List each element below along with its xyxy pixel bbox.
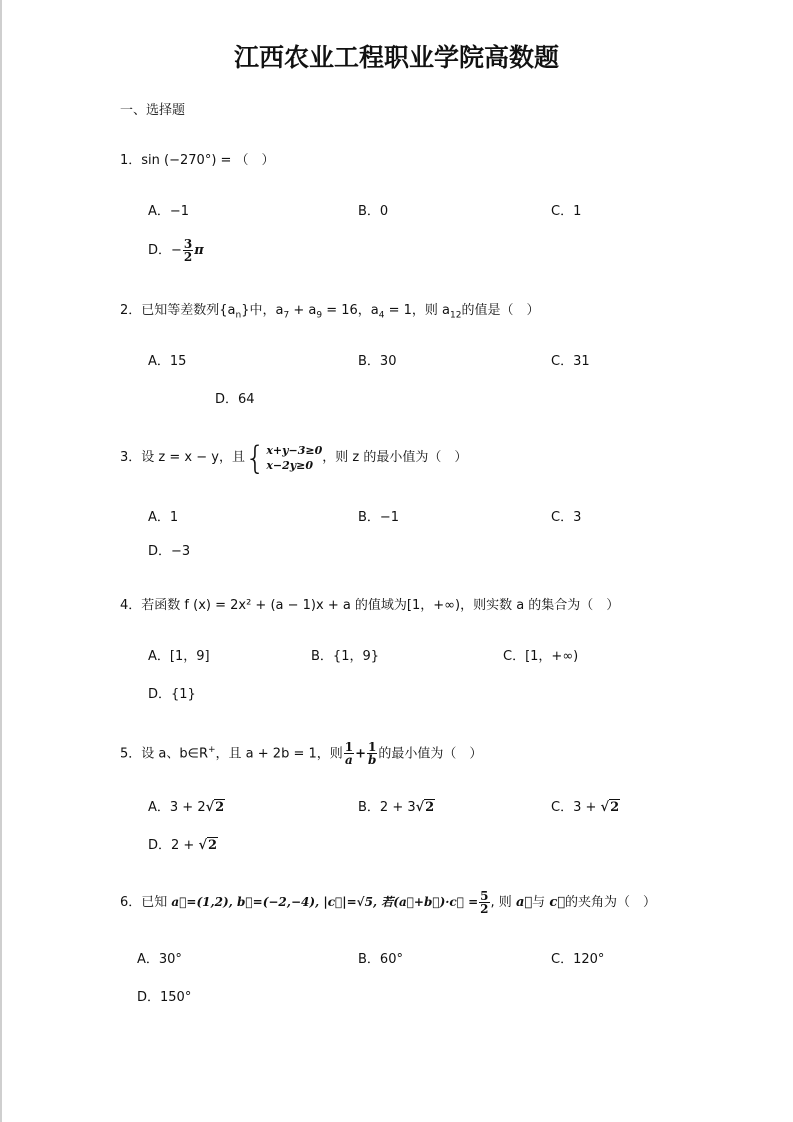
option-c: C．31 [551,354,590,369]
option-label: D．− [148,243,182,258]
option-label: B．2 + 3 [358,800,416,815]
text: ，且 a + 2b = 1，则 [215,746,343,762]
subscript: 12 [450,310,462,321]
option-a: A．15 [148,354,187,369]
sqrt: √2 [205,800,225,815]
question-2 [120,303,540,324]
option-c [551,800,620,816]
sqrt: √2 [415,800,435,815]
numerator: 1 [344,740,354,755]
subscript: 9 [316,310,323,321]
question-number: 5． [120,746,142,762]
question-1 [120,153,275,169]
text: 设 a、b∈R [141,746,208,762]
option-b: B．{1，9} [311,649,380,664]
brace: { [244,438,266,477]
question-3 [120,440,467,476]
option-label: A．3 + 2 [148,800,206,815]
option-a: A．30° [137,952,182,967]
option-label: C．3 + [551,800,601,815]
option-d [148,838,218,854]
question-number: 1． [120,153,142,168]
option-d: D．{1} [148,687,196,702]
plus: + [355,746,367,762]
radicand: 2 [208,838,218,853]
subscript: n [235,310,242,321]
option-c: C．1 [551,204,582,219]
text: 已知 [141,895,172,910]
page-title: 江西农业工程职业学院高数题 [233,43,559,72]
text: = 16，a [322,303,379,318]
text: + a [289,303,317,318]
question-text: 若函数 f (x) = 2x² + (a − 1)x + a 的值域为[1，+∞)，则实数 a 的集合为（ ） [141,598,620,613]
text: 的最小值为（ ） [378,746,483,762]
option-d [148,238,204,264]
inequality-1: x+y−3≥0 [266,443,323,457]
option-b: B．30 [358,354,397,369]
option-d: D．64 [215,392,255,407]
text: 的值是（ ） [461,303,540,318]
radicand: 2 [610,800,620,815]
fraction [367,741,377,766]
question-number: 2． [120,303,142,318]
option-b: B．60° [358,952,403,967]
option-a: A．−1 [148,204,190,219]
denominator: a [345,753,353,768]
option-c: C．120° [551,952,605,967]
option-c: C．[1，+∞) [503,649,579,664]
superscript: + [208,745,216,755]
text: , 则 [490,895,516,910]
option-label: D．2 + [148,838,199,853]
inequality-system [244,438,323,477]
numerator: 3 [183,237,193,251]
vector-c: c⃗ [549,895,566,910]
fraction [344,741,354,766]
option-a: A．[1，9] [148,649,210,664]
question-5 [120,735,482,769]
pi-symbol: π [194,243,204,258]
vector-expression: a⃗=(1,2), b⃗=(−2,−4), |c⃗|=√5, 若(a⃗+b⃗)·c⃗ = [171,895,479,909]
text: = 1，则 a [384,303,451,318]
text: 设 z = x − y，且 [141,450,245,465]
text: 与 [532,895,550,910]
denominator: 2 [480,902,489,916]
option-c: C．3 [551,510,582,525]
option-b: B．0 [358,204,389,219]
text: ，则 z 的最小值为（ ） [322,450,468,465]
numerator: 1 [368,740,377,755]
inequality-2: x−2y≥0 [266,458,314,472]
fraction [183,238,193,263]
radicand: 2 [215,800,225,815]
question-number: 4． [120,598,142,613]
text: 已知等差数列{a [141,303,236,318]
option-b [358,800,435,816]
fraction [479,890,489,915]
option-a: A．1 [148,510,179,525]
question-number: 3． [120,450,142,465]
numerator: 5 [480,889,489,903]
question-text: sin (−270°) = （ ） [141,153,275,168]
sqrt: √2 [198,838,218,853]
section-heading: 一、选择题 [120,103,186,118]
sqrt: √2 [600,800,620,815]
option-a [148,800,225,816]
option-d: D．150° [137,990,192,1005]
text: 的夹角为（ ） [565,895,657,910]
subscript: 7 [283,310,290,321]
option-b: B．−1 [358,510,400,525]
vector-a: a⃗ [515,895,533,910]
question-number: 6． [120,895,142,910]
question-6 [120,887,656,918]
radicand: 2 [425,800,435,815]
subscript: 4 [378,310,385,321]
denominator: 2 [183,250,193,264]
option-d: D．−3 [148,544,191,559]
question-4 [120,598,619,614]
denominator: b [368,753,377,768]
text: }中，a [241,303,284,318]
